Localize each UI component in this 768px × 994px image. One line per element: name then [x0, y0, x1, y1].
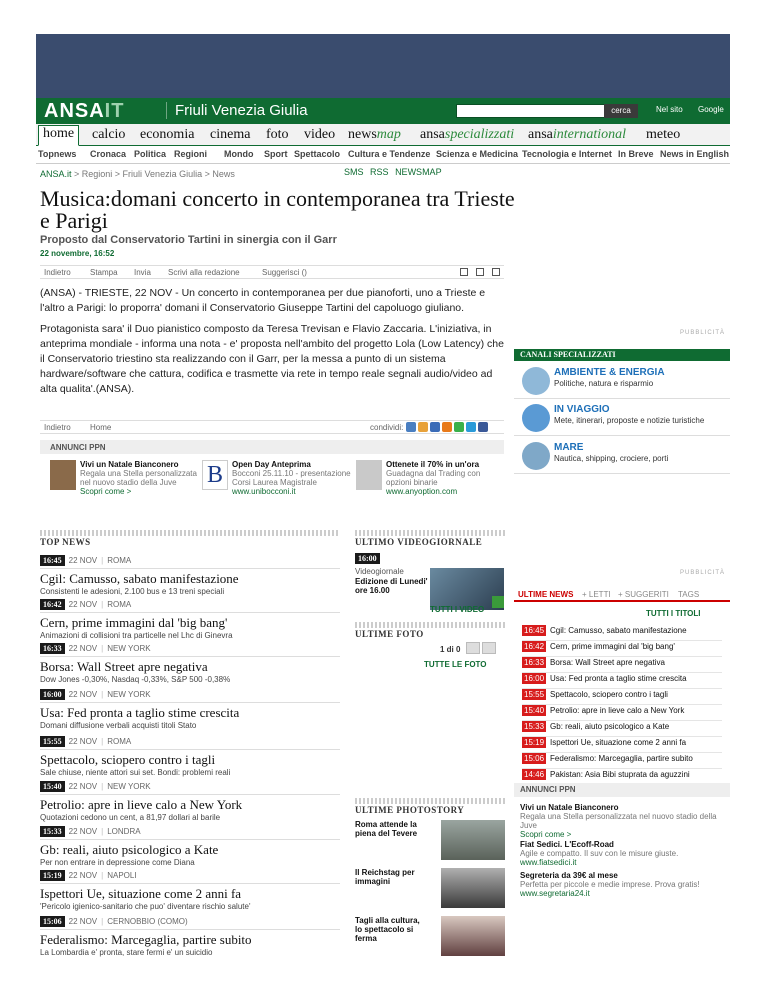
ppn-ad-2-link[interactable]: www.unibocconi.it — [232, 487, 296, 496]
ad-label: PUBBLICITÀ — [680, 330, 726, 336]
ppn-side-ad-2[interactable] — [520, 840, 720, 867]
news-time: 16:42 — [40, 599, 65, 610]
site-header — [36, 98, 730, 124]
topnews-item-6[interactable]: 15:40 22 NOV | NEW YORK Petrolio: apre in lieve calo a New York Quotazioni cedono un cent, a 81,97 dollari al barile — [40, 781, 340, 822]
nav-meteo[interactable]: meteo — [646, 127, 681, 142]
topnews-item-5[interactable]: 15:55 22 NOV | ROMA Spettacolo, sciopero contro i tagli Sale chiuse, niente attori sui set. Bondi: problemi reali — [40, 736, 340, 777]
latest-item[interactable] — [522, 705, 722, 721]
nav-newsmap-b: map — [376, 127, 401, 142]
latest-time: 15:06 — [524, 754, 545, 763]
article-paragraph-2: Protagonista sara' il Duo pianistico composto da Teresa Trevisan e Flavio Zaccaria. L'iniziativa, in anteprima mondiale - informa una nota - e' proposta nell'ambito del progetto Lola (Low Latency) che il Conservatorio triestino sta realizzando con il Garr, per la messa a punto di un sistema hardware/software che cattura, codifica e trasmette via rete in tempo reale segnali audio/video ad alta qualita'.(ANSA). — [40, 323, 504, 395]
foto-heading: ULTIME FOTO — [355, 629, 424, 639]
news-title[interactable]: Cern, prime immagini dal 'big bang' — [40, 615, 228, 630]
all-videos-link[interactable]: TUTTI I VIDEO — [430, 605, 485, 614]
tree-icon — [522, 367, 550, 395]
ppn-ad-1-desc: Regala una Stella personalizzata nel nuovo stadio della Juve — [80, 469, 197, 487]
logo-text: ANSA — [44, 100, 105, 122]
breadcrumb-root[interactable]: ANSA.it — [40, 169, 72, 179]
photostory-image[interactable] — [441, 820, 505, 860]
photostory-item-1[interactable] — [355, 820, 505, 838]
topnews-item-8[interactable]: 15:19 22 NOV | NAPOLI Ispettori Ue, situazione come 2 anni fa 'Pericolo igienico-sanitario che puo' diventare rischio salute' — [40, 870, 340, 911]
latest-tabs — [514, 588, 730, 602]
canale-title[interactable]: IN VIAGGIO — [554, 404, 610, 415]
send-link[interactable]: Invia — [134, 268, 151, 277]
canale-ambiente[interactable] — [514, 363, 730, 399]
latest-item[interactable] — [522, 641, 722, 657]
photostory-item-3[interactable] — [355, 916, 505, 943]
photostory-item-2[interactable] — [355, 868, 505, 886]
ppn-ad-1-image — [50, 460, 76, 490]
latest-title[interactable]: Borsa: Wall Street apre negativa — [550, 658, 665, 667]
latest-time: 15:40 — [524, 706, 545, 715]
nav-calcio[interactable]: calcio — [92, 127, 126, 142]
latest-time: 16:33 — [524, 658, 545, 667]
latest-title[interactable]: Usa: Fed pronta a taglio stime crescita — [550, 674, 687, 683]
tab-ultime-news[interactable]: ULTIME NEWS — [518, 590, 574, 599]
all-titles-link[interactable]: TUTTI I TITOLI — [646, 609, 701, 618]
news-time: 15:19 — [40, 870, 65, 881]
subnav-inbreve[interactable]: In Breve — [618, 149, 654, 159]
ppn-ad-3-link[interactable]: www.anyoption.com — [386, 487, 458, 496]
facebook-icon[interactable] — [478, 422, 488, 432]
share-icon-4[interactable] — [442, 422, 452, 432]
photostory-image[interactable] — [441, 868, 505, 908]
subnav-scienza[interactable]: Scienza e Medicina — [436, 149, 519, 159]
foto-counter: 1 di 0 — [440, 645, 461, 654]
news-place: NEW YORK — [107, 782, 151, 791]
ppn-side-header: ANNUNCI PPN — [514, 783, 730, 797]
news-place: ROMA — [107, 556, 132, 565]
print-link[interactable]: Stampa — [90, 268, 118, 277]
nav-ansaspec-a: ansa — [420, 127, 445, 142]
topnews-item-2[interactable]: 16:42 22 NOV | ROMA Cern, prime immagini dal 'big bang' Animazioni di collisioni tra particelle nel Lhc di Ginevra — [40, 599, 340, 640]
share-icon-1[interactable] — [406, 422, 416, 432]
nav-ansaint-a: ansa — [528, 127, 553, 142]
topnews-item-7[interactable]: 15:33 22 NOV | LONDRA Gb: reali, aiuto psicologico a Kate Per non entrare in depressione come Diana — [40, 826, 340, 867]
search-input[interactable] — [456, 104, 624, 118]
news-summary: Sale chiuse, niente attori sui set. Bondi: problemi reali — [40, 768, 231, 777]
news-place: NAPOLI — [107, 871, 137, 880]
article-subtitle: Proposto dal Conservatorio Tartini in sinergia con il Garr — [40, 234, 337, 246]
bocconi-logo: B — [202, 460, 228, 490]
news-date: 22 NOV — [68, 690, 98, 699]
latest-item[interactable] — [522, 753, 722, 769]
latest-item[interactable] — [522, 721, 722, 737]
twitter-icon[interactable] — [466, 422, 476, 432]
canale-title[interactable]: AMBIENTE & ENERGIA — [554, 367, 665, 378]
ppn-side-link[interactable]: Scopri come > — [520, 830, 572, 839]
latest-item[interactable] — [522, 689, 722, 705]
topnews-item-3[interactable]: 16:33 22 NOV | NEW YORK Borsa: Wall Street apre negativa Dow Jones -0,30%, Nasdaq -0,33%, S&P 500 -0,38% — [40, 643, 340, 684]
ppn-side-ad-3[interactable] — [520, 871, 720, 898]
nav-ansainternational[interactable] — [528, 127, 626, 143]
news-place: NEW YORK — [107, 644, 151, 653]
nav-newsmap-a: news — [348, 127, 377, 142]
latest-title[interactable]: Pakistan: Asia Bibi stuprata da aguzzini — [550, 770, 690, 779]
topnews-item-1[interactable]: 16:45 22 NOV | ROMA Cgil: Camusso, sabato manifestazione Consistenti le adesioni, 2.100 bus e 13 treni speciali — [40, 555, 340, 596]
ppn-side-desc: Agile e compatto. Il suv con le misure giuste. — [520, 849, 679, 858]
news-date: 22 NOV — [68, 737, 98, 746]
airplane-icon — [522, 404, 550, 432]
latest-item[interactable] — [522, 673, 722, 689]
latest-time: 16:00 — [524, 674, 545, 683]
suggest-link[interactable]: Suggerisci () — [262, 268, 307, 277]
nav-home[interactable]: home — [38, 125, 79, 146]
news-title[interactable]: Cgil: Camusso, sabato manifestazione — [40, 571, 239, 586]
tab-piu-letti[interactable]: + LETTI — [582, 590, 611, 599]
ppn-side-title[interactable]: Vivi un Natale Bianconero — [520, 803, 619, 812]
news-place: LONDRA — [107, 827, 141, 836]
foto-divider — [355, 622, 505, 628]
news-place: ROMA — [107, 600, 132, 609]
main-nav — [36, 124, 730, 146]
tab-tags[interactable]: TAGS — [678, 590, 700, 599]
ppn-ad-3-title[interactable]: Ottenete il 70% in un'ora — [386, 460, 480, 469]
ppn-side-desc: Regala una Stella personalizzata nel nuovo stadio della Juve — [520, 812, 717, 830]
canale-viaggio[interactable] — [514, 400, 730, 436]
share-icon-3[interactable] — [430, 422, 440, 432]
top-banner — [36, 34, 730, 98]
latest-title[interactable]: Spettacolo, sciopero contro i tagli — [550, 690, 668, 699]
news-date: 22 NOV — [68, 644, 98, 653]
sms-link[interactable]: SMS — [344, 167, 364, 177]
nav-ansaint-b: international — [552, 127, 627, 142]
news-date: 22 NOV — [68, 827, 98, 836]
latest-time: 15:55 — [524, 690, 545, 699]
latest-title[interactable]: Gb: reali, aiuto psicologico a Kate — [550, 722, 670, 731]
latest-time: 14:46 — [524, 770, 545, 779]
subnav-regioni[interactable]: Regioni — [174, 149, 207, 159]
news-time: 16:33 — [40, 643, 65, 654]
news-time: 15:06 — [40, 916, 65, 927]
nav-economia[interactable]: economia — [140, 127, 195, 142]
nav-video[interactable]: video — [304, 127, 336, 142]
ad-label-2: PUBBLICITÀ — [680, 570, 726, 576]
subnav-topnews[interactable]: Topnews — [38, 149, 77, 159]
photostory-title[interactable]: Roma attende la piena del Tevere — [355, 820, 418, 838]
ppn-ad-3-desc: Guadagna dal Trading con opzioni binarie — [386, 469, 481, 487]
breadcrumb-path[interactable]: > Regioni > Friuli Venezia Giulia > News — [71, 169, 235, 179]
sub-nav — [36, 147, 730, 164]
nav-ansaspecializzati[interactable] — [420, 127, 514, 143]
video-title[interactable]: Edizione di Lunedi' ore 16.00 — [355, 577, 428, 595]
photostory-title[interactable]: Il Reichstag per immagini — [355, 868, 415, 886]
news-summary: 'Pericolo igienico-sanitario che puo' diventare rischio salute' — [40, 902, 251, 911]
video-label: Videogiornale — [355, 567, 404, 576]
news-time: 15:33 — [40, 826, 65, 837]
nav-ansaspec-b: specializzati — [444, 127, 515, 142]
ppn-ad-2[interactable] — [202, 460, 352, 496]
news-place: ROMA — [107, 737, 132, 746]
latest-time: 15:33 — [524, 722, 545, 731]
article-toolbar — [340, 167, 442, 177]
news-summary: Consistenti le adesioni, 2.100 bus e 13 treni speciali — [40, 587, 225, 596]
news-summary: Per non entrare in depressione come Diana — [40, 858, 195, 867]
font-normal-icon[interactable] — [476, 268, 484, 276]
ppn-side-title[interactable]: Segreteria da 39€ al mese — [520, 871, 618, 880]
news-date: 22 NOV — [68, 782, 98, 791]
ppn-ad-1[interactable] — [50, 460, 200, 496]
news-time: 15:55 — [40, 736, 65, 747]
latest-time: 16:45 — [524, 626, 545, 635]
video-divider — [355, 530, 505, 536]
ppn-ad-2-desc: Bocconi 25.11.10 - presentazione Corsi Laurea Magistrale — [232, 469, 351, 487]
search-button[interactable]: cerca — [604, 104, 638, 118]
news-title[interactable]: Gb: reali, aiuto psicologico a Kate — [40, 842, 219, 857]
subnav-mondo[interactable]: Mondo — [224, 149, 254, 159]
canale-mare[interactable] — [514, 438, 730, 474]
ppn-side-ad-1[interactable] — [520, 803, 720, 839]
canale-desc: Nautica, shipping, crociere, porti — [554, 454, 669, 463]
subnav-english[interactable]: News in English — [660, 149, 730, 159]
news-time: 15:40 — [40, 781, 65, 792]
article-title: Musica:domani concerto in contemporanea tra Trieste e Parigi — [40, 186, 515, 233]
article-date: 22 novembre, 16:52 — [40, 249, 115, 258]
ppn-side-title[interactable]: Fiat Sedici. L'Ecoff-Road — [520, 840, 614, 849]
ppn-side-link[interactable]: www.fiatsedici.it — [520, 858, 577, 867]
search-scope-google[interactable]: Google — [698, 105, 724, 114]
latest-title[interactable]: Federalismo: Marcegaglia, partire subito — [550, 754, 693, 763]
bottom-back-link[interactable]: Indietro — [44, 423, 71, 432]
photostory-image[interactable] — [441, 916, 505, 956]
news-date: 22 NOV — [68, 556, 98, 565]
tab-piu-suggeriti[interactable]: + SUGGERITI — [618, 590, 669, 599]
font-decrease-icon[interactable] — [460, 268, 468, 276]
subnav-cronaca[interactable]: Cronaca — [90, 149, 127, 159]
prev-arrow-icon[interactable] — [466, 642, 480, 654]
photostory-heading: ULTIME PHOTOSTORY — [355, 805, 465, 815]
news-title[interactable]: Ispettori Ue, situazione come 2 anni fa — [40, 886, 242, 901]
latest-time: 15:19 — [524, 738, 545, 747]
write-editor-link[interactable]: Scrivi alla redazione — [168, 268, 240, 277]
news-date: 22 NOV — [68, 871, 98, 880]
subnav-tecnologia[interactable]: Tecnologia e Internet — [522, 149, 612, 159]
subnav-sport[interactable]: Sport — [264, 149, 288, 159]
news-summary: Animazioni di collisioni tra particelle nel Lhc di Ginevra — [40, 631, 233, 640]
latest-title[interactable]: Cgil: Camusso, sabato manifestazione — [550, 626, 687, 635]
article-tools — [40, 265, 504, 279]
news-date: 22 NOV — [68, 917, 98, 926]
logo-suffix: IT — [104, 100, 125, 122]
font-increase-icon[interactable] — [492, 268, 500, 276]
subnav-spettacolo[interactable]: Spettacolo — [294, 149, 341, 159]
nav-newsmap[interactable] — [348, 127, 401, 143]
ship-icon — [522, 442, 550, 470]
ansa-logo[interactable] — [44, 100, 124, 123]
video-heading: ULTIMO VIDEOGIORNALE — [355, 537, 483, 547]
ppn-ad-2-title[interactable]: Open Day Anteprima — [232, 460, 311, 469]
ppn-header: ANNUNCI PPN — [40, 440, 504, 454]
photostory-divider — [355, 798, 505, 804]
ppn-ad-3[interactable] — [356, 460, 506, 496]
ppn-side-link[interactable]: www.segretaria24.it — [520, 889, 590, 898]
news-title[interactable]: Borsa: Wall Street apre negativa — [40, 659, 208, 674]
topnews-item-4[interactable]: 16:00 22 NOV | NEW YORK Usa: Fed pronta a taglio stime crescita Domani diffusione verbali acquisti titoli Stato — [40, 689, 340, 730]
latest-time: 16:42 — [524, 642, 545, 651]
news-summary: Domani diffusione verbali acquisti titoli Stato — [40, 721, 197, 730]
news-summary: Quotazioni cedono un cent, a 81,97 dollari al barile — [40, 813, 221, 822]
share-icon-5[interactable] — [454, 422, 464, 432]
nav-foto[interactable]: foto — [266, 127, 289, 142]
topnews-divider — [40, 530, 340, 536]
canale-title[interactable]: MARE — [554, 442, 584, 453]
news-place: NEW YORK — [107, 690, 151, 699]
ppn-ad-1-title[interactable]: Vivi un Natale Bianconero — [80, 460, 179, 469]
topnews-item-9[interactable]: 15:06 22 NOV | CERNOBBIO (COMO) Federalismo: Marcegaglia, partire subito La Lombardia e' pronta, stare fermi e' un suicidio — [40, 916, 340, 957]
ppn-ad-1-link[interactable]: Scopri come > — [80, 487, 132, 496]
news-time: 16:00 — [40, 689, 65, 700]
news-title[interactable]: Petrolio: apre in lieve calo a New York — [40, 797, 243, 812]
subnav-cultura[interactable]: Cultura e Tendenze — [348, 149, 431, 159]
latest-item[interactable] — [522, 657, 722, 673]
search-scope-site[interactable]: Nel sito — [656, 105, 683, 114]
all-photos-link[interactable]: TUTTE LE FOTO — [424, 660, 487, 669]
ppn-side-desc: Perfetta per piccole e medie imprese. Prova gratis! — [520, 880, 700, 889]
canale-desc: Mete, itinerari, proposte e notizie turistiche — [554, 416, 705, 425]
breadcrumb — [40, 169, 235, 179]
bottom-home-link[interactable]: Home — [90, 423, 112, 432]
news-summary: La Lombardia e' pronta, stare fermi e' un suicidio — [40, 948, 213, 957]
video-time: 16:00 — [355, 553, 380, 564]
latest-title[interactable]: Petrolio: apre in lieve calo a New York — [550, 706, 685, 715]
canale-desc: Politiche, natura e risparmio — [554, 379, 654, 388]
ppn-ad-3-image — [356, 460, 382, 490]
nav-cinema[interactable]: cinema — [210, 127, 251, 142]
canali-heading: CANALI SPECIALIZZATI — [514, 349, 730, 361]
article-paragraph-1: (ANSA) - TRIESTE, 22 NOV - Un concerto in contemporanea per due pianoforti, uno a Trieste e l'altro a Parigi: lo proporra' domani il Conservatorio Giuseppe Tartini del capoluogo giuliano. — [40, 287, 486, 314]
region-title: Friuli Venezia Giulia — [166, 102, 308, 119]
topnews-heading: TOP NEWS — [40, 537, 91, 547]
share-label: condividi: — [370, 423, 404, 432]
news-title[interactable]: Federalismo: Marcegaglia, partire subito — [40, 932, 252, 947]
latest-item[interactable] — [522, 625, 722, 641]
news-title[interactable]: Usa: Fed pronta a taglio stime crescita — [40, 705, 240, 720]
play-icon[interactable] — [492, 596, 504, 608]
subnav-politica[interactable]: Politica — [134, 149, 167, 159]
news-place: CERNOBBIO (COMO) — [107, 917, 188, 926]
next-arrow-icon[interactable] — [482, 642, 496, 654]
news-time: 16:45 — [40, 555, 65, 566]
latest-title[interactable]: Cern, prime immagini dal 'big bang' — [550, 642, 675, 651]
latest-item[interactable] — [522, 737, 722, 753]
news-date: 22 NOV — [68, 600, 98, 609]
newsmap-link[interactable]: NEWSMAP — [395, 167, 442, 177]
news-title[interactable]: Spettacolo, sciopero contro i tagli — [40, 752, 216, 767]
photostory-title[interactable]: Tagli alla cultura, lo spettacolo si ferma — [355, 916, 420, 943]
share-icon-2[interactable] — [418, 422, 428, 432]
news-summary: Dow Jones -0,30%, Nasdaq -0,33%, S&P 500 -0,38% — [40, 675, 231, 684]
back-link[interactable]: Indietro — [44, 268, 71, 277]
rss-link[interactable]: RSS — [370, 167, 389, 177]
latest-title[interactable]: Ispettori Ue, situazione come 2 anni fa — [550, 738, 687, 747]
